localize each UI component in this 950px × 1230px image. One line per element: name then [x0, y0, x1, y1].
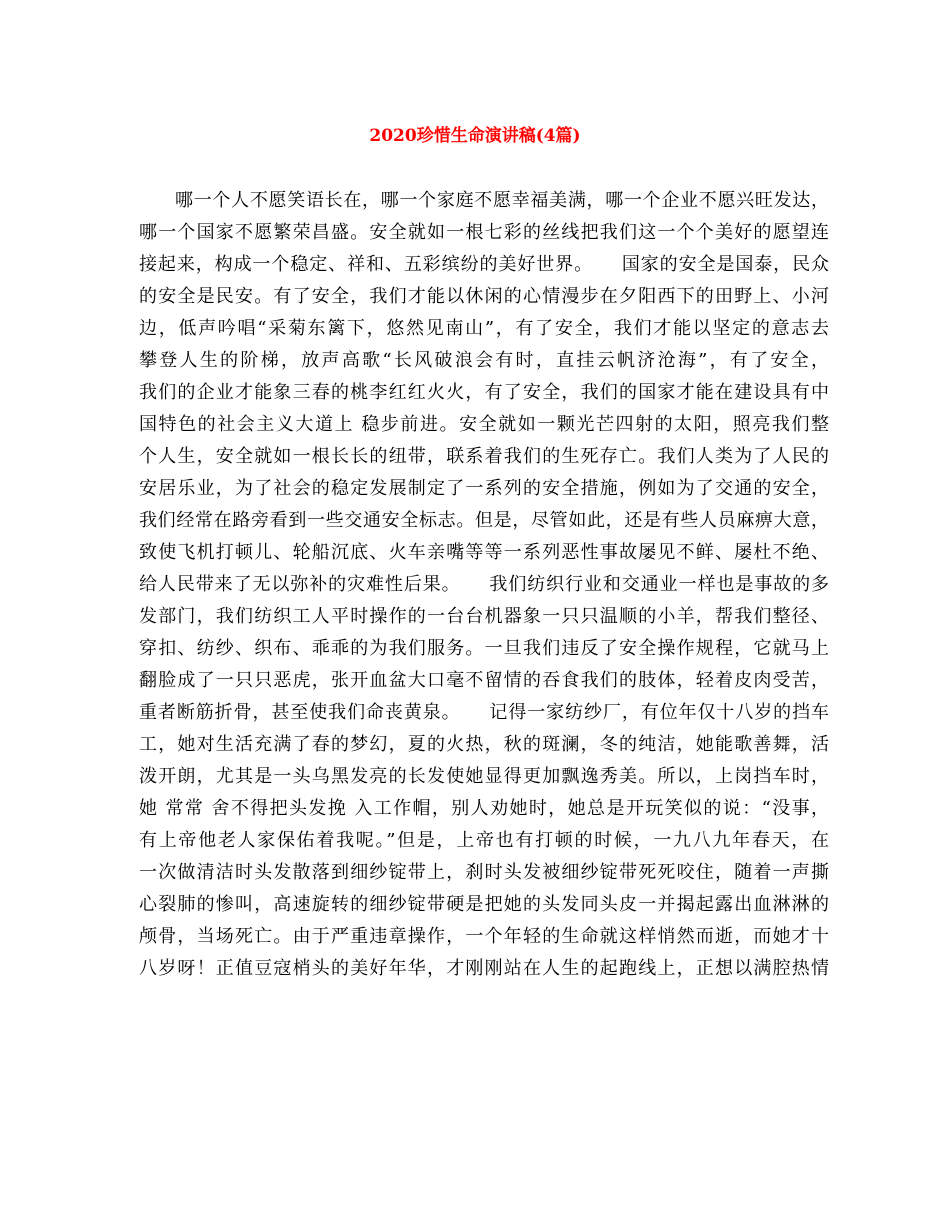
body-line: 哪一个人不愿笑语长在，哪一个家庭不愿幸福美满，哪一个企业不愿兴旺发达，: [175, 190, 829, 211]
body-line: 心裂肺的惨叫，高速旋转的细纱锭带硬是把她的头发同头皮一并揭起露出血淋淋的: [139, 894, 829, 915]
body-line: 边，低声吟唱“采菊东篱下，悠然见南山”，有了安全，我们才能以坚定的意志去: [139, 318, 829, 339]
body-line: 泼开朗，尤其是一头乌黑发亮的长发使她显得更加飘逸秀美。所以，上岗挡车时，: [139, 766, 829, 787]
body-line: 安居乐业，为了社会的稳定发展制定了一系列的安全措施，例如为了交通的安全，: [139, 478, 829, 499]
body-line: 给人民带来了无以弥补的灾难性后果。 我们纺织行业和交通业一样也是事故的多: [139, 574, 829, 595]
body-line: 哪一个国家不愿繁荣昌盛。安全就如一根七彩的丝线把我们这一个个美好的愿望连: [139, 222, 829, 243]
body-line: 颅骨，当场死亡。由于严重违章操作，一个年轻的生命就这样悄然而逝，而她才十: [139, 926, 829, 947]
body-line: 致使飞机打顿儿、轮船沉底、火车亲嘴等等一系列恶性事故屡见不鲜、屡杜不绝、: [139, 542, 829, 563]
body-line: 我们的企业才能象三春的桃李红红火火，有了安全，我们的国家才能在建设具有中: [139, 382, 829, 403]
body-line: 发部门，我们纺织工人平时操作的一台台机器象一只只温顺的小羊，帮我们整径、: [139, 606, 829, 627]
body-line: 她 常常 舍不得把头发挽 入工作帽，别人劝她时，她总是开玩笑似的说：“没事，: [139, 798, 829, 819]
document-body: [139, 185, 829, 985]
body-line: 个人生，安全就如一根长长的纽带，联系着我们的生死存亡。我们人类为了人民的: [139, 446, 829, 467]
body-line: 的安全是民安。有了安全，我们才能以休闲的心情漫步在夕阳西下的田野上、小河: [139, 286, 829, 307]
body-line: 接起来，构成一个稳定、祥和、五彩缤纷的美好世界。 国家的安全是国泰，民众: [139, 254, 829, 275]
body-line: 翻脸成了一只只恶虎，张开血盆大口毫不留情的吞食我们的肢体，轻着皮肉受苦，: [139, 670, 829, 691]
body-line: 重者断筋折骨，甚至使我们命丧黄泉。 记得一家纺纱厂，有位年仅十八岁的挡车: [139, 702, 829, 723]
body-line: 有上帝他老人家保佑着我呢。”但是，上帝也有打顿的时候，一九八九年春天，在: [139, 830, 829, 851]
body-line: 八岁呀！正值豆寇梢头的美好年华，才刚刚站在人生的起跑线上，正想以满腔热情: [139, 958, 829, 979]
body-line: 国特色的社会主义大道上 稳步前进。安全就如一颗光芒四射的太阳，照亮我们整: [139, 414, 829, 435]
document-title: 2020珍惜生命演讲稿(4篇): [369, 126, 581, 146]
body-line: 一次做清洁时头发散落到细纱锭带上，刹时头发被细纱锭带死死咬住，随着一声撕: [139, 862, 829, 883]
body-line: 穿扣、纺纱、织布、乖乖的为我们服务。一旦我们违反了安全操作规程，它就马上: [139, 638, 829, 659]
body-line: 工，她对生活充满了春的梦幻，夏的火热，秋的斑澜，冬的纯洁，她能歌善舞，活: [139, 734, 829, 755]
body-line: 我们经常在路旁看到一些交通安全标志。但是，尽管如此，还是有些人员麻痹大意，: [139, 510, 829, 531]
body-line: 攀登人生的阶梯，放声高歌“长风破浪会有时，直挂云帆济沧海”，有了安全，: [139, 350, 829, 371]
